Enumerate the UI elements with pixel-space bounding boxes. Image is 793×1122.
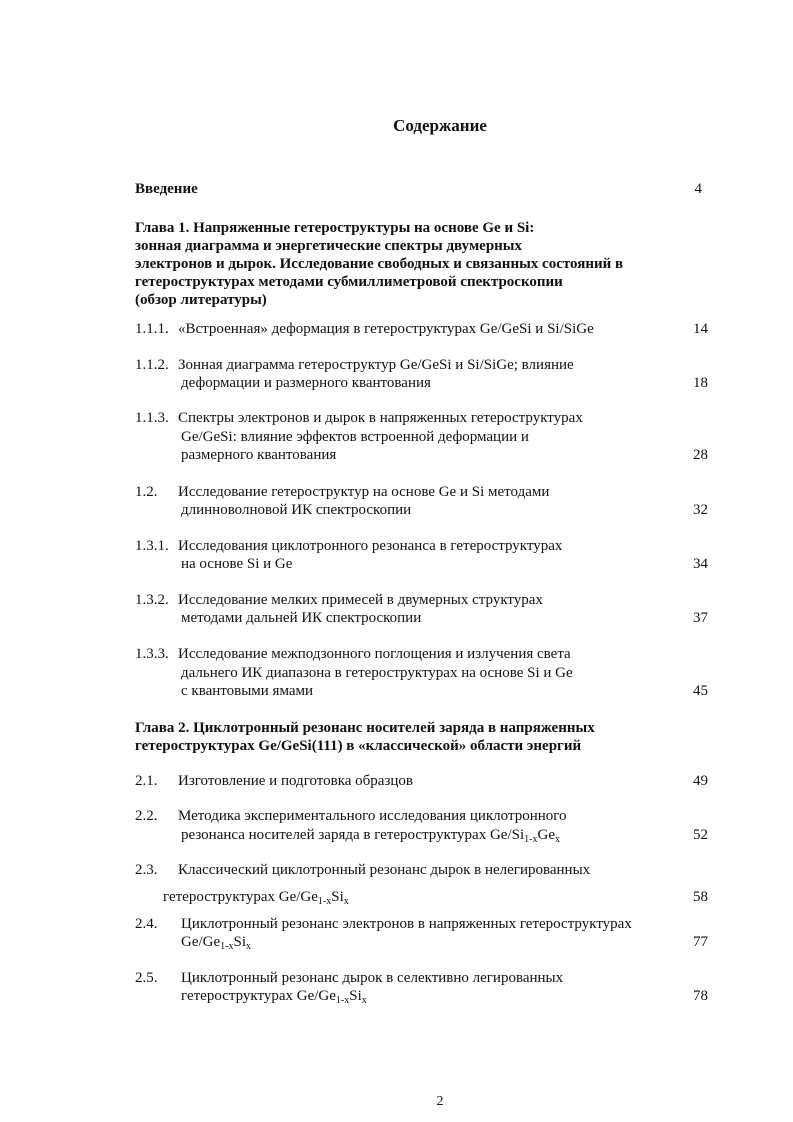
toc-num: 2.5. xyxy=(135,970,158,986)
toc-num: 1.3.2. xyxy=(135,592,169,608)
toc-num: 1.3.1. xyxy=(135,538,169,554)
toc-num: 1.1.3. xyxy=(135,410,169,426)
toc-text: Исследование межподзонного поглощения и излучения света xyxy=(178,646,571,662)
toc-text: Ge/GeSi: влияние эффектов встроенной деформации и xyxy=(181,429,529,445)
toc-text: дальнего ИК диапазона в гетероструктурах на основе Si и Ge xyxy=(181,665,573,681)
toc-text: Изготовление и подготовка образцов xyxy=(178,773,414,789)
toc-page: 77 xyxy=(693,934,708,950)
toc-text-formula: резонанса носителей заряда в гетероструктурах $Ge/Si_{1-x}Ge_x$ xyxy=(181,827,560,845)
toc-page: 32 xyxy=(693,502,708,518)
toc-text: Спектры электронов и дырок в напряженных гетероструктурах xyxy=(178,410,583,426)
page-title: Содержание xyxy=(393,116,487,135)
toc-page: 49 xyxy=(693,773,708,789)
toc-page: 34 xyxy=(693,556,708,572)
toc-text: Исследование гетероструктур на основе Ge и Si методами xyxy=(178,484,550,500)
toc-num: 2.4. xyxy=(135,916,158,932)
chapter1-line-3: электронов и дырок. Исследование свободных и связанных состояний в xyxy=(135,256,624,272)
toc-page: 58 xyxy=(693,889,708,905)
toc-text: Зонная диаграмма гетероструктур Ge/GeSi и Si/SiGe; влияние xyxy=(178,357,574,373)
toc-text: с квантовыми ямами xyxy=(181,683,314,699)
chapter1-line-4: гетероструктурах методами субмиллиметровой спектроскопии xyxy=(135,274,563,290)
toc-page: 18 xyxy=(693,375,708,391)
toc-page: 52 xyxy=(693,827,708,843)
toc-text-formula: $Ge/Ge_{1-x}Si_x$ xyxy=(181,934,252,952)
chapter1-line-1: Глава 1. Напряженные гетероструктуры на основе Ge и Si: xyxy=(135,220,535,236)
toc-text: Исследования циклотронного резонанса в гетероструктурах xyxy=(178,538,563,554)
toc-text: размерного квантования xyxy=(181,447,337,463)
toc-num: 1.2. xyxy=(135,484,158,500)
toc-page: 28 xyxy=(693,447,708,463)
page-number: 2 xyxy=(436,1094,444,1109)
chapter1-line-2: зонная диаграмма и энергетические спектры двумерных xyxy=(135,238,523,254)
toc-text: Классический циклотронный резонанс дырок в нелегированных xyxy=(178,862,591,878)
toc-num: 2.2. xyxy=(135,808,158,824)
toc-num: 1.1.1. xyxy=(135,321,169,337)
toc-page: 78 xyxy=(693,988,708,1004)
toc-text: методами дальней ИК спектроскопии xyxy=(181,610,422,626)
intro-label: Введение xyxy=(135,181,198,197)
toc-text: длинноволновой ИК спектроскопии xyxy=(181,502,412,518)
toc-num: 1.3.3. xyxy=(135,646,169,662)
toc-text: Циклотронный резонанс дырок в селективно легированных xyxy=(181,970,564,986)
toc-page: 45 xyxy=(693,683,708,699)
toc-num: 2.3. xyxy=(135,862,158,878)
intro-page: 4 xyxy=(694,181,702,197)
toc-text: Методика экспериментального исследования циклотронного xyxy=(178,808,567,824)
toc-page: 37 xyxy=(693,610,708,626)
chapter2-line-1: Глава 2. Циклотронный резонанс носителей заряда в напряженных xyxy=(135,720,595,736)
chapter1-line-5: (обзор литературы) xyxy=(135,292,267,308)
toc-num: 1.1.2. xyxy=(135,357,169,373)
toc-text: деформации и размерного квантования xyxy=(181,375,431,391)
toc-text: Исследование мелких примесей в двумерных структурах xyxy=(178,592,543,608)
chapter2-line-2: гетероструктурах Ge/GeSi(111) в «классической» области энергий xyxy=(135,738,582,754)
toc-num: 2.1. xyxy=(135,773,158,789)
toc-text: Циклотронный резонанс электронов в напряженных гетероструктурах xyxy=(181,916,632,932)
toc-text: «Встроенная» деформация в гетероструктурах Ge/GeSi и Si/SiGe xyxy=(178,321,594,337)
toc-page: 14 xyxy=(693,321,708,337)
toc-text-formula: гетероструктурах $Ge/Ge_{1-x}Si_x$ xyxy=(181,988,367,1006)
toc-text-formula: гетероструктурах $Ge/Ge_{1-x}Si_x$ xyxy=(163,889,349,907)
toc-text: на основе Si и Ge xyxy=(181,556,293,572)
